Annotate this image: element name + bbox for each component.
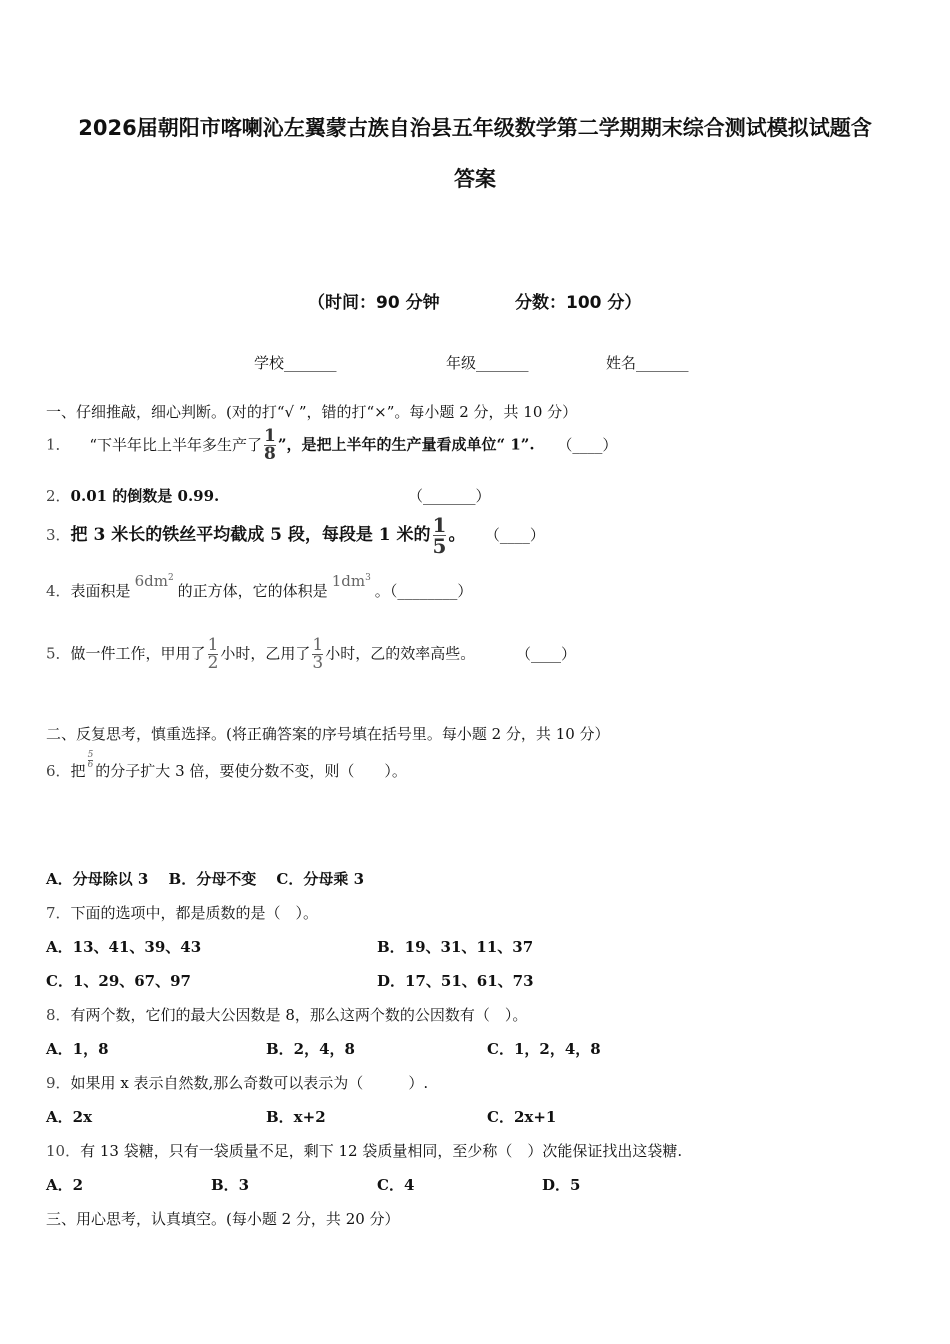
question-5: [46, 637, 576, 672]
fraction-denominator: 5: [432, 534, 447, 558]
time-label: （时间：90 分钟: [308, 293, 440, 313]
option-c: C．1，2，4，8: [487, 1040, 601, 1058]
question-text-tail: 。: [448, 525, 466, 545]
fraction-denominator: 2: [207, 653, 219, 673]
question-text: 把 3 米长的铁丝平均截成 5 段，每段是 1 米的: [70, 525, 431, 545]
section-3-heading: 三、用心思考，认真填空。(每小题 2 分，共 20 分）: [46, 1210, 400, 1228]
question-number: 3．: [46, 526, 71, 544]
question-number: 8．: [46, 1006, 71, 1024]
question-number: 4．: [46, 582, 71, 600]
question-text: 表面积是: [70, 582, 131, 600]
option-a: A．2: [46, 1176, 84, 1194]
option-c: C．4: [377, 1176, 415, 1194]
fraction-denominator: 8: [264, 444, 276, 464]
question-text: 做一件工作，甲用了: [70, 644, 206, 663]
q6-options: A．分母除以 3 B．分母不变 C．分母乘 3: [46, 870, 365, 888]
value-exponent: 2: [167, 573, 174, 583]
question-text-tail: 。: [374, 582, 390, 600]
option-b: B．19、31、11、37: [377, 938, 534, 956]
question-8: [46, 1004, 527, 1025]
question-text-tail: 的分子扩大 3 倍，要使分数不变，则（ ）。: [95, 762, 407, 780]
fraction-numerator: 1: [432, 513, 447, 537]
answer-blank: （____）: [484, 526, 545, 544]
option-a: A．2x: [46, 1108, 93, 1126]
option-d: D．17、51、61、73: [377, 972, 534, 990]
value-text: 1dm: [331, 572, 366, 590]
fraction-third: [312, 637, 323, 672]
question-number: 6．: [46, 762, 71, 780]
doc-title-line2: 答案: [454, 167, 496, 191]
question-text: 如果用 x 表示自然数,那么奇数可以表示为（ ）.: [70, 1074, 429, 1092]
question-text: “下半年比上半年多生产了: [89, 435, 262, 454]
answer-blank: （____）: [557, 435, 618, 454]
fraction: [88, 751, 94, 770]
answer-blank: （____）: [516, 644, 577, 663]
option-d: D．5: [542, 1176, 581, 1194]
school-field: 学校_______: [254, 354, 337, 372]
value-text: 6dm: [134, 572, 168, 590]
section-2-heading: 二、反复思考，慎重选择。(将正确答案的序号填在括号里。每小题 2 分，共 10 分）: [46, 725, 610, 743]
value-exponent: 3: [365, 573, 371, 583]
question-number: 2．: [46, 487, 71, 505]
score-label: 分数：100 分）: [515, 293, 642, 313]
option-a: A．1，8: [46, 1040, 109, 1058]
question-text: 有 13 袋糖，只有一袋质量不足，剩下 12 袋质量相同，至少称（ ）次能保证找出这袋糖.: [80, 1142, 683, 1160]
section-1-heading: 一、仔细推敲，细心判断。(对的打“√ ”，错的打“×”。每小题 2 分，共 10 分）: [46, 403, 578, 421]
option-b: B．3: [211, 1176, 250, 1194]
question-text-mid: 的正方体，它的体积是: [177, 582, 328, 600]
question-3: [46, 515, 545, 556]
question-text: 下面的选项中，都是质数的是（ ）。: [70, 904, 319, 922]
fraction-numerator: 1: [264, 426, 276, 446]
question-text: 把: [70, 762, 86, 780]
fraction-numerator: 1: [207, 635, 219, 655]
fraction-half: [208, 637, 219, 672]
fraction-denominator: 3: [312, 653, 324, 673]
question-text-mid: 小时，乙用了: [220, 644, 311, 663]
question-6: [46, 749, 407, 782]
name-field: 姓名_______: [606, 354, 689, 372]
question-text-tail: ”，是把上半年的生产量看成单位“ 1”.: [277, 435, 535, 454]
question-4: [46, 572, 473, 601]
grade-field: 年级_______: [446, 354, 529, 372]
option-b: B．2，4，8: [266, 1040, 355, 1058]
value-volume: [332, 572, 371, 590]
question-2: [46, 485, 219, 506]
question-10: [46, 1140, 682, 1161]
fraction: [264, 428, 276, 463]
question-number: 7．: [46, 904, 71, 922]
question-9: [46, 1072, 428, 1093]
option-b: B．x+2: [266, 1108, 326, 1126]
option-a: A．13、41、39、43: [46, 938, 202, 956]
fraction-denominator: 6: [87, 759, 94, 770]
value-area: [135, 572, 174, 590]
question-text: 有两个数，它们的最大公因数是 8，那么这两个数的公因数有（ ）。: [70, 1006, 528, 1024]
question-number: 5．: [46, 644, 71, 663]
question-number: 9．: [46, 1074, 71, 1092]
option-c: C．2x+1: [487, 1108, 557, 1126]
answer-blank: （_______）: [408, 487, 491, 505]
fraction-numerator: 5: [87, 749, 94, 760]
question-1: [46, 428, 617, 463]
answer-blank: （________）: [389, 582, 473, 600]
question-text-tail: 小时，乙的效率高些。: [325, 644, 476, 663]
option-c: C．1、29、67、97: [46, 972, 191, 990]
question-text: 0.01 的倒数是 0.99.: [70, 487, 220, 505]
fraction-numerator: 1: [312, 635, 324, 655]
question-7: [46, 902, 318, 923]
doc-title-line1: 2026届朝阳市喀喇沁左翼蒙古族自治县五年级数学第二学期期末综合测试模拟试题含: [78, 116, 872, 140]
question-number: 1．: [46, 435, 71, 454]
fraction: [433, 515, 447, 556]
question-number: 10．: [46, 1142, 81, 1160]
